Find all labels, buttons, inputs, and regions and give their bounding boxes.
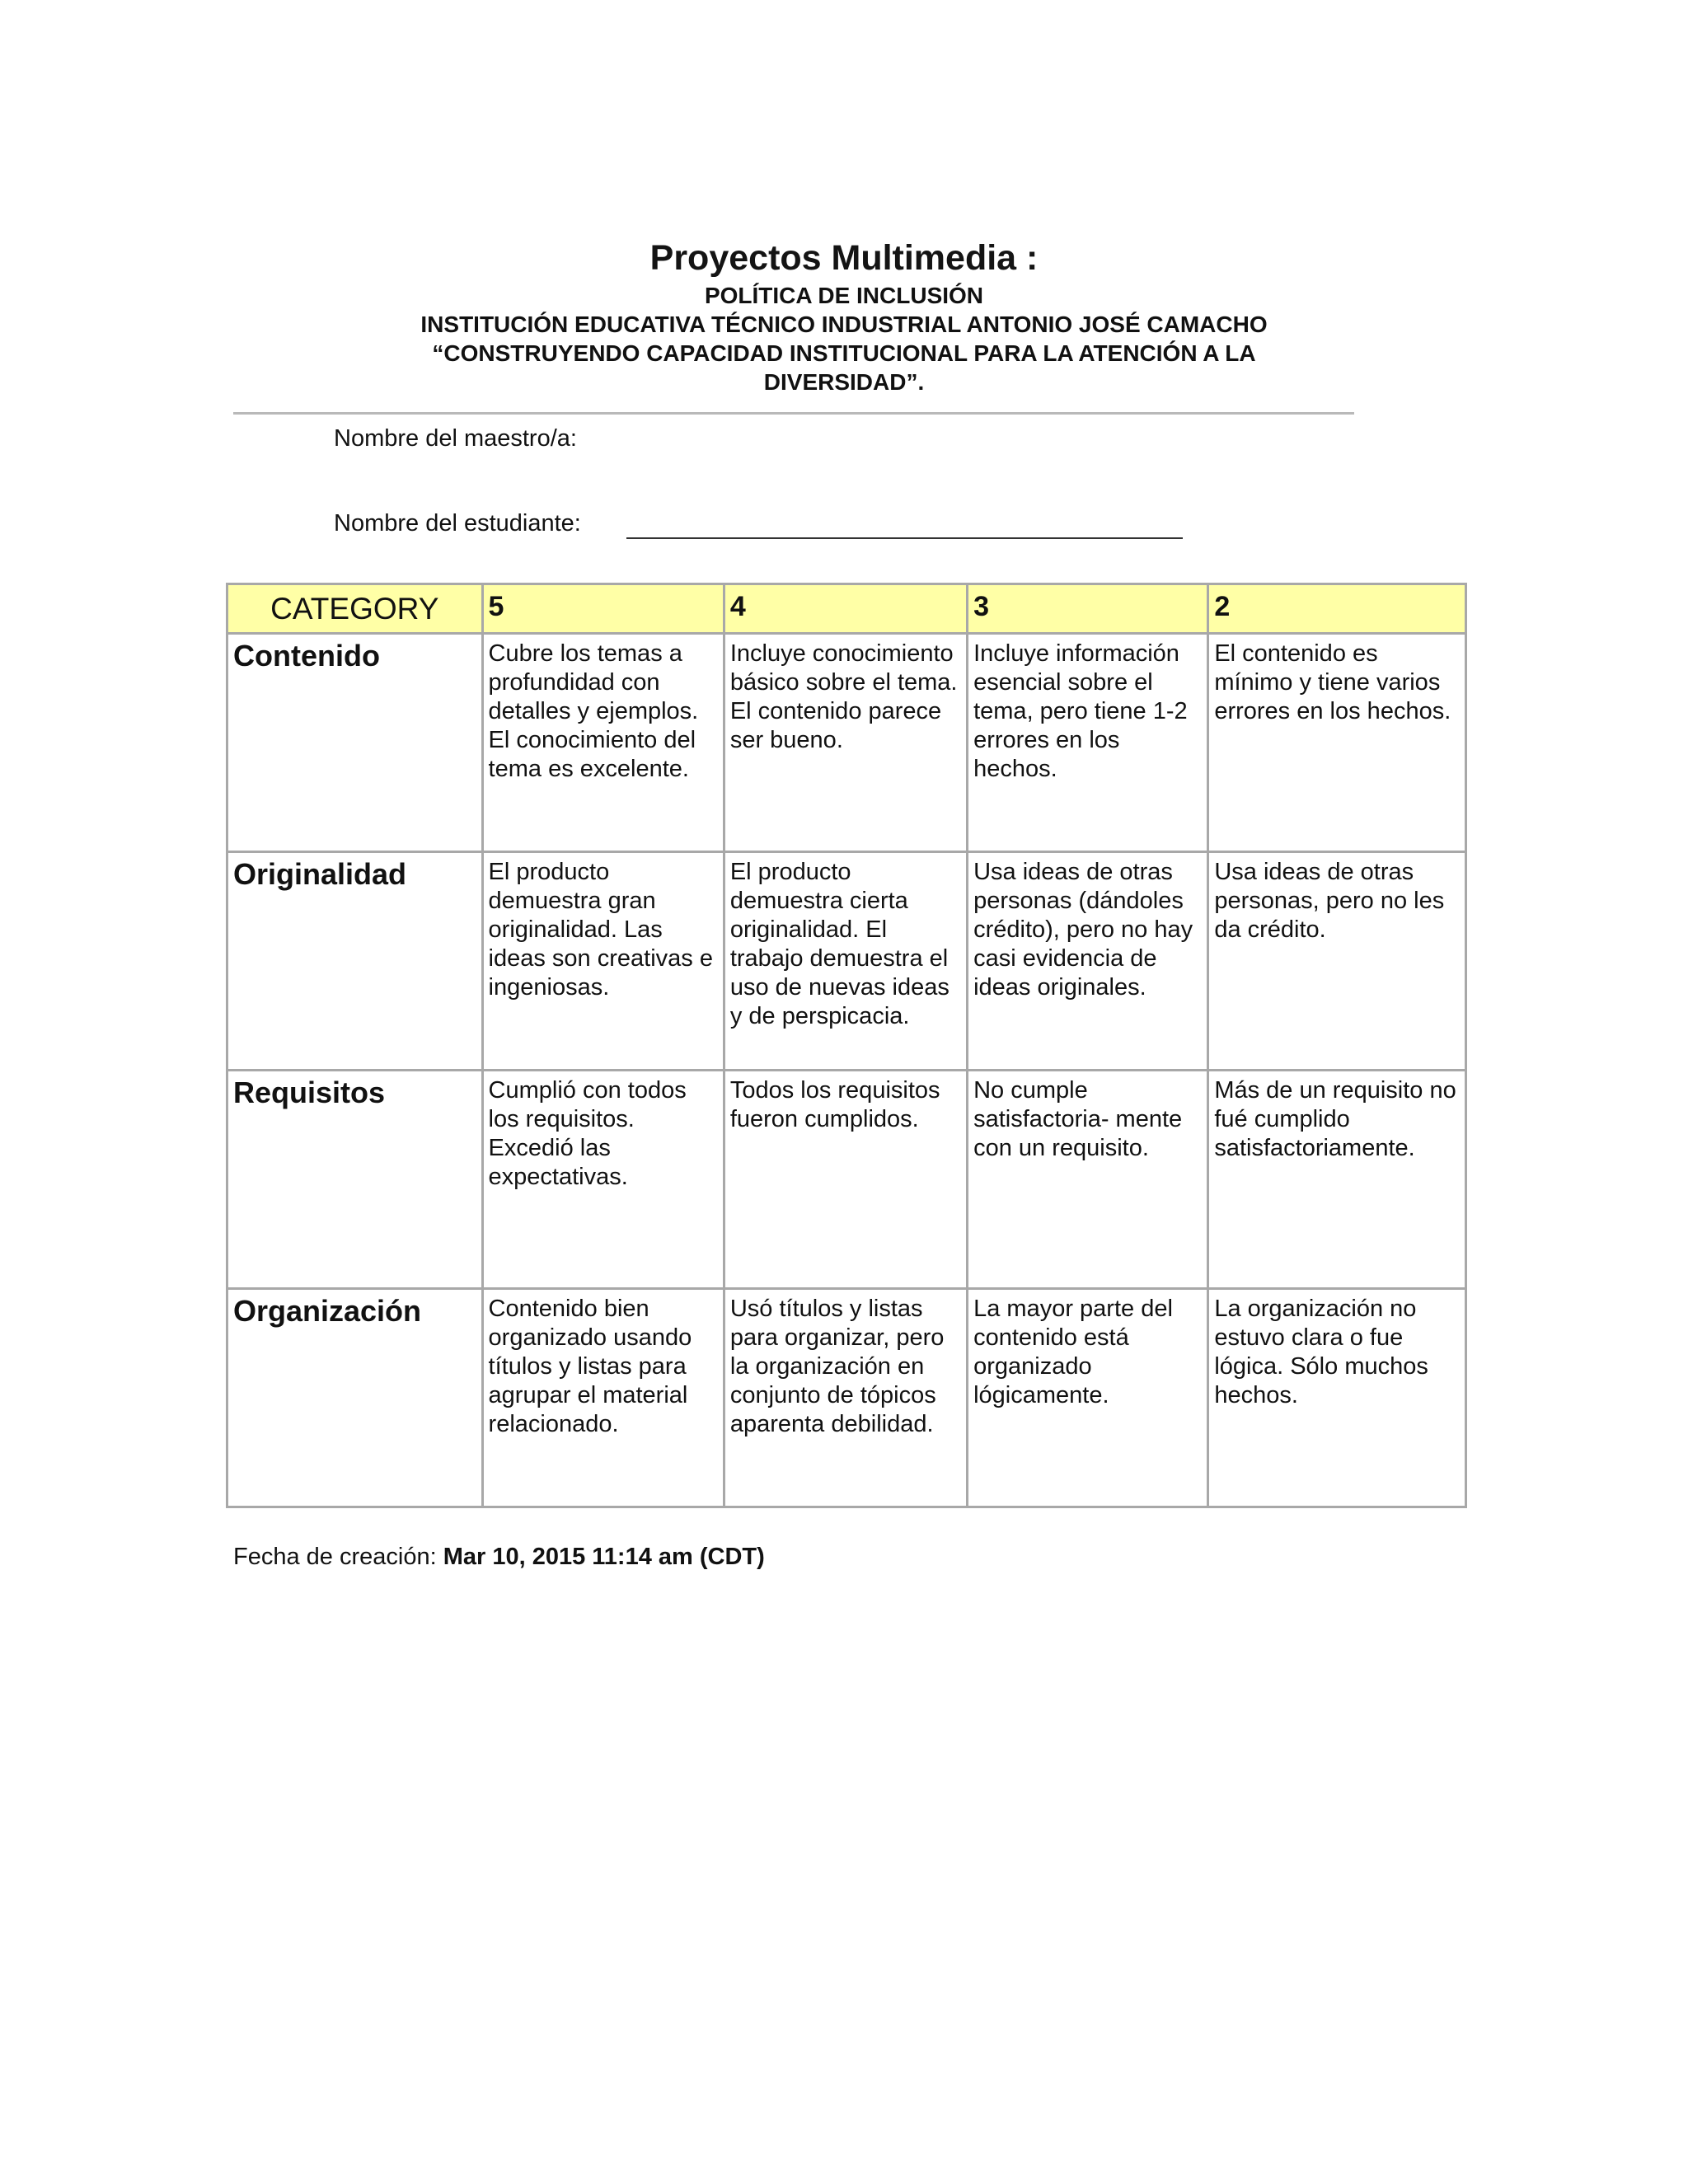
creation-date-value: Mar 10, 2015 11:14 am (CDT): [443, 1544, 765, 1570]
rubric-table: [226, 583, 1467, 1508]
rubric-row-originalidad: [228, 853, 1467, 1071]
criterion-cell: La mayor parte del contenido está organizado lógicamente.: [968, 1290, 1209, 1508]
criterion-cell: Usa ideas de otras personas (dándoles crédito), pero no hay casi evidencia de ideas originales.: [968, 853, 1209, 1071]
criterion-cell: Usó títulos y listas para organizar, pero la organización en conjunto de tópicos aparenta debilidad.: [725, 1290, 968, 1508]
document-header: [0, 235, 1688, 396]
criterion-cell: Cumplió con todos los requisitos. Excedió las expectativas.: [484, 1071, 725, 1290]
institution-line: INSTITUCIÓN EDUCATIVA TÉCNICO INDUSTRIAL ANTONIO JOSÉ CAMACHO: [420, 312, 1268, 337]
criterion-cell: Usa ideas de otras personas, pero no les da crédito.: [1209, 853, 1467, 1071]
creation-date: [233, 1544, 765, 1571]
student-name-label: Nombre del estudiante:: [334, 510, 581, 537]
category-name: Contenido: [228, 635, 484, 853]
teacher-name-label: Nombre del maestro/a:: [334, 425, 577, 452]
rubric-row-contenido: [228, 635, 1467, 853]
criterion-cell: El contenido es mínimo y tiene varios errores en los hechos.: [1209, 635, 1467, 853]
criterion-cell: La organización no estuvo clara o fue lógica. Sólo muchos hechos.: [1209, 1290, 1467, 1508]
category-name: Requisitos: [228, 1071, 484, 1290]
header-score-5: 5: [484, 585, 725, 635]
rubric-row-requisitos: [228, 1071, 1467, 1290]
criterion-cell: Contenido bien organizado usando títulos y listas para agrupar el material relacionado.: [484, 1290, 725, 1508]
criterion-cell: No cumple satisfactoria- mente con un requisito.: [968, 1071, 1209, 1290]
policy-line: POLÍTICA DE INCLUSIÓN: [704, 283, 984, 308]
creation-date-label: Fecha de creación:: [233, 1544, 443, 1570]
header-score-4: 4: [725, 585, 968, 635]
category-name: Organización: [228, 1290, 484, 1508]
criterion-cell: Todos los requisitos fueron cumplidos.: [725, 1071, 968, 1290]
criterion-cell: Cubre los temas a profundidad con detalles y ejemplos. El conocimiento del tema es excelente.: [484, 635, 725, 853]
header-score-3: 3: [968, 585, 1209, 635]
criterion-cell: El producto demuestra cierta originalidad. El trabajo demuestra el uso de nuevas ideas y de perspicacia.: [725, 853, 968, 1071]
header-score-2: 2: [1209, 585, 1467, 635]
document-title: Proyectos Multimedia :: [649, 238, 1039, 278]
header-category: CATEGORY: [228, 585, 484, 635]
motto-line-end: DIVERSIDAD”.: [763, 369, 925, 395]
criterion-cell: El producto demuestra gran originalidad. Las ideas son creativas e ingeniosas.: [484, 853, 725, 1071]
criterion-cell: Incluye información esencial sobre el tema, pero tiene 1-2 errores en los hechos.: [968, 635, 1209, 853]
rubric-header-row: [228, 585, 1467, 635]
criterion-cell: Más de un requisito no fué cumplido satisfactoriamente.: [1209, 1071, 1467, 1290]
criterion-cell: Incluye conocimiento básico sobre el tema. El contenido parece ser bueno.: [725, 635, 968, 853]
header-divider: [233, 412, 1354, 415]
rubric-row-organizacion: [228, 1290, 1467, 1508]
student-name-blank[interactable]: [626, 537, 1183, 539]
category-name: Originalidad: [228, 853, 484, 1071]
motto-line: “CONSTRUYENDO CAPACIDAD INSTITUCIONAL PARA LA ATENCIÓN A LA: [432, 340, 1256, 366]
